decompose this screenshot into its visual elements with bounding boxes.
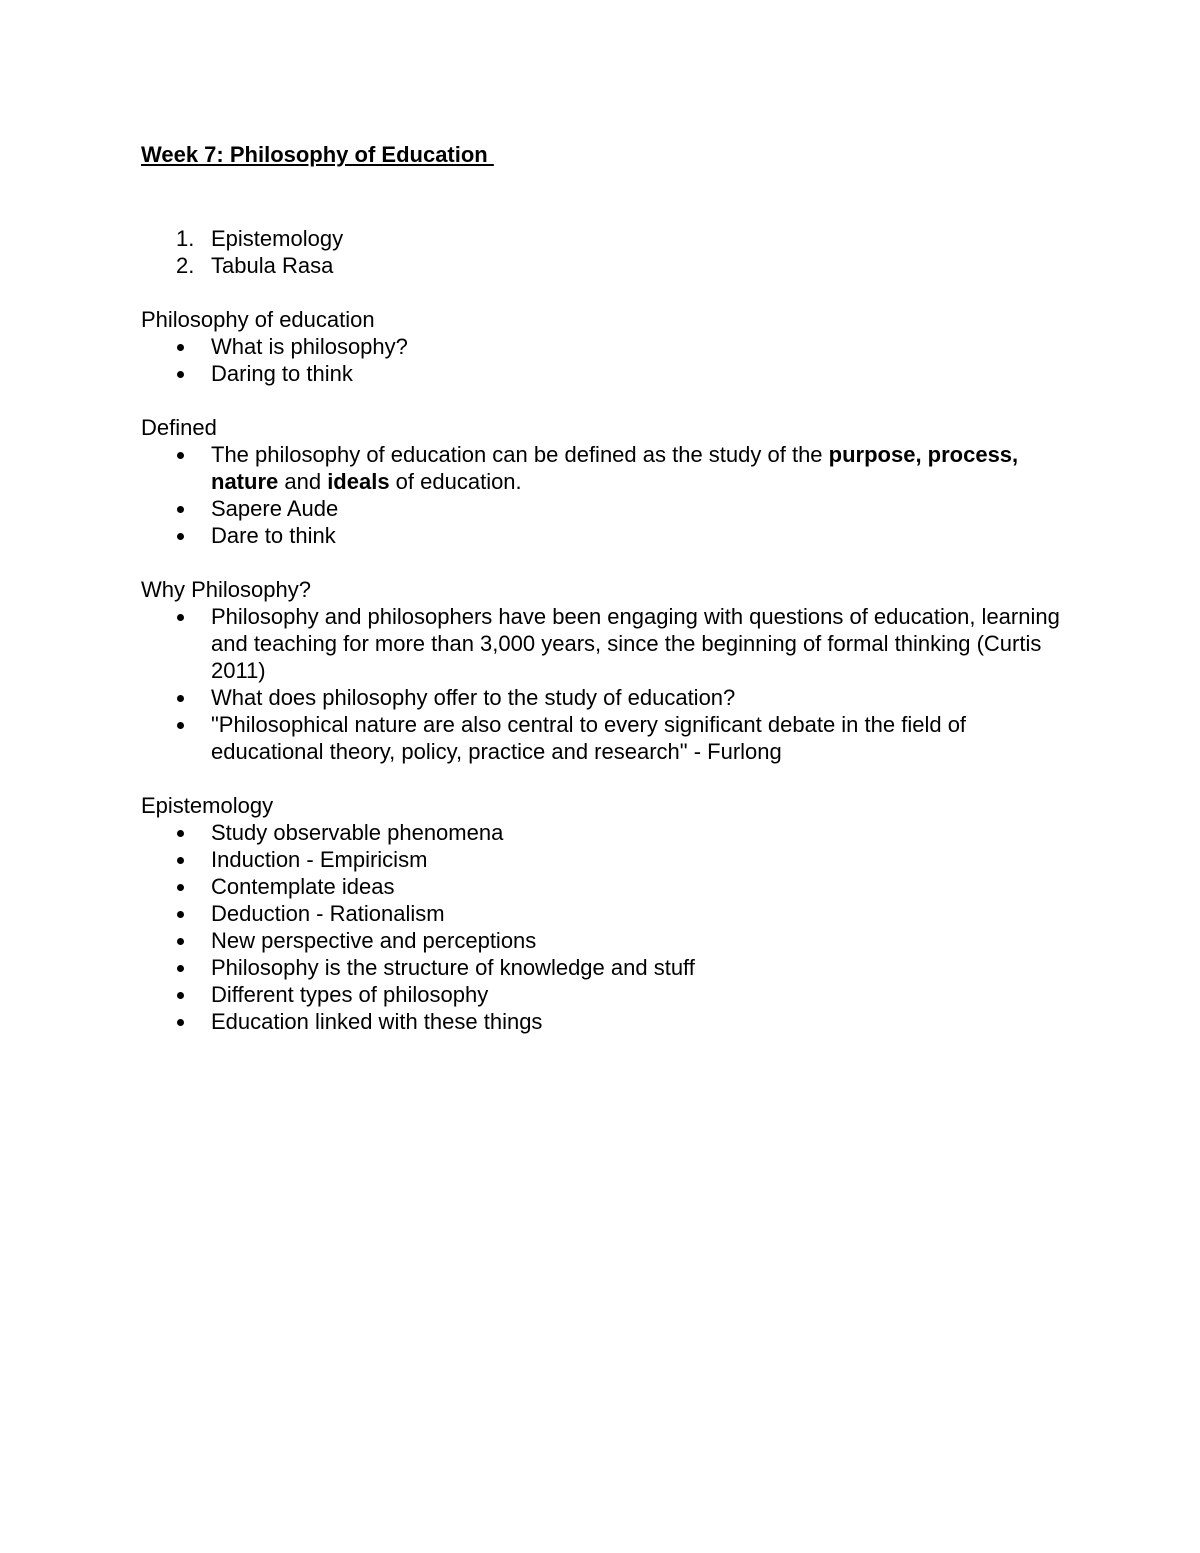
bullet-list <box>141 333 1061 387</box>
list-item-text: Deduction - Rationalism <box>211 901 445 926</box>
bullet-icon <box>177 938 184 945</box>
document-page <box>141 141 1061 1035</box>
bullet-icon <box>177 830 184 837</box>
section-defined <box>141 414 1061 549</box>
list-item-text: Daring to think <box>211 361 353 386</box>
bullet-icon <box>177 695 184 702</box>
list-item-text: Education linked with these things <box>211 1009 543 1034</box>
section-heading: Philosophy of education <box>141 307 375 332</box>
definition-text: The philosophy of education can be defined as the study of the <box>211 442 829 467</box>
list-item <box>141 927 1061 954</box>
list-item <box>141 603 1061 684</box>
bullet-icon <box>177 965 184 972</box>
topic-list <box>141 225 1061 279</box>
section-why-philosophy <box>141 576 1061 765</box>
list-item-text: Tabula Rasa <box>211 253 334 278</box>
list-item-text: Induction - Empiricism <box>211 847 428 872</box>
list-item-text: Dare to think <box>211 523 336 548</box>
definition-text: of education. <box>389 469 522 494</box>
list-number: 1. <box>176 226 195 251</box>
list-item <box>141 846 1061 873</box>
list-item <box>141 252 1061 279</box>
list-number: 2. <box>176 253 195 278</box>
list-item-text: What is philosophy? <box>211 334 408 359</box>
list-item <box>141 954 1061 981</box>
bullet-icon <box>177 506 184 513</box>
bullet-list <box>141 819 1061 1035</box>
bullet-icon <box>177 614 184 621</box>
bullet-icon <box>177 992 184 999</box>
list-item <box>141 360 1061 387</box>
section-heading: Why Philosophy? <box>141 577 311 602</box>
bullet-icon <box>177 911 184 918</box>
list-item <box>141 684 1061 711</box>
bullet-list <box>141 603 1061 765</box>
definition-emphasis: purpose, process, nature <box>211 442 1019 494</box>
list-item <box>141 819 1061 846</box>
list-item-text: Study observable phenomena <box>211 820 504 845</box>
document-title: Week 7: Philosophy of Education <box>141 142 494 167</box>
list-item <box>141 441 1061 495</box>
bullet-icon <box>177 722 184 729</box>
section-epistemology <box>141 792 1061 1035</box>
bullet-icon <box>177 1019 184 1026</box>
bullet-icon <box>177 857 184 864</box>
bullet-icon <box>177 344 184 351</box>
list-item <box>141 900 1061 927</box>
list-item-text: Different types of philosophy <box>211 982 489 1007</box>
list-item-text: Sapere Aude <box>211 496 339 521</box>
section-heading: Epistemology <box>141 793 274 818</box>
bullet-list <box>141 441 1061 549</box>
bullet-icon <box>177 884 184 891</box>
bullet-icon <box>177 452 184 459</box>
section-philosophy <box>141 306 1061 387</box>
list-item-text: "Philosophical nature are also central to every significant debate in the field of educational theory, policy, practice and research" - Furlong <box>211 712 967 764</box>
list-item <box>141 873 1061 900</box>
list-item <box>141 711 1061 765</box>
bullet-icon <box>177 533 184 540</box>
list-item-text: New perspective and perceptions <box>211 928 537 953</box>
list-item <box>141 1008 1061 1035</box>
list-item-text: Epistemology <box>211 226 344 251</box>
list-item <box>141 495 1061 522</box>
list-item <box>141 333 1061 360</box>
list-item <box>141 522 1061 549</box>
section-heading: Defined <box>141 415 217 440</box>
list-item-text: Philosophy is the structure of knowledge and stuff <box>211 955 695 980</box>
definition-emphasis: ideals <box>327 469 390 494</box>
list-item-text: Contemplate ideas <box>211 874 395 899</box>
definition-text: and <box>278 469 328 494</box>
list-item <box>141 225 1061 252</box>
bullet-icon <box>177 371 184 378</box>
list-item <box>141 981 1061 1008</box>
list-item-text: Philosophy and philosophers have been engaging with questions of education, learning and teaching for more than 3,000 years, since the beginning of formal thinking (Curtis 2011) <box>211 604 1060 683</box>
list-item-text: What does philosophy offer to the study of education? <box>211 685 736 710</box>
